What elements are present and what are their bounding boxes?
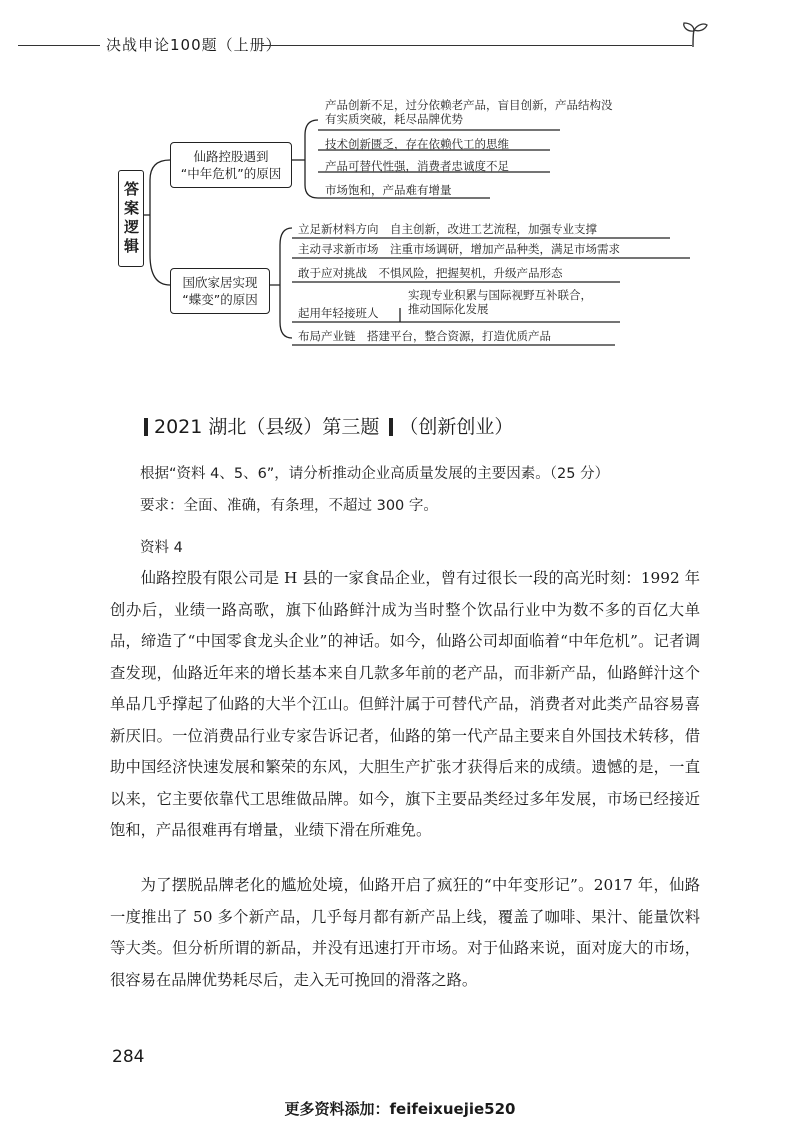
branch1-item-4: 市场饱和，产品难有增量 [325, 183, 452, 197]
branch2-item-4-detail: 实现专业积累与国际视野互补联合， 推动国际化发展 [408, 288, 592, 316]
branch2-item-4: 起用年轻接班人 [298, 306, 379, 320]
mindmap-root: 答案逻辑 [118, 170, 144, 267]
branch2-item-3: 敢于应对挑战 不惧风险，把握契机，升级产品形态 [298, 266, 563, 280]
paragraph-1: 仙路控股有限公司是 H 县的一家食品企业，曾有过很长一段的高光时刻：1992 年创办后，业绩一路高歌，旗下仙路鲜汁成为当时整个饮品行业中为数不多的百亿大单品，缔造了“中国零食龙头企业”的神话。如今，仙路公司却面临着“中年危机”。记者调查发现，仙路近年来的增长基本来自几款多年前的老产品，而非新产品，仙路鲜汁这个单品几乎撑起了仙路的大半个江山。但鲜汁属于可替代产品，消费者对此类产品容易喜新厌旧。一位消费品行业专家告诉记者，仙路的第一代产品主要来自外国技术转移，借助中国经济快速发展和繁荣的东风，大胆生产扩张才获得后来的成绩。遗憾的是，一直以来，它主要依靠代工思维做品牌。如今，旗下主要品类经过多年发展，市场已经接近饱和，产品很难再有增量，业绩下滑在所难免。 [110, 569, 700, 839]
branch2-node: 国欣家居实现 “蝶变”的原因 [170, 268, 270, 314]
question-requirement: 要求：全面、准确，有条理，不超过 300 字。 [140, 498, 438, 514]
question-title [138, 412, 513, 439]
paragraph-2: 为了摆脱品牌老化的尴尬处境，仙路开启了疯狂的“中年变形记”。2017 年，仙路一度推出了 50 多个新产品，几乎每月都有新产品上线，覆盖了咖啡、果汁、能量饮料等大类。但分析所谓的新品，并没有迅速打开市场。对于仙路来说，面对庞大的市场，很容易在品牌优势耗尽后，走入无可挽回的滑落之路。 [110, 876, 700, 989]
title-bar-right [389, 418, 393, 436]
branch1-item-3: 产品可替代性强，消费者忠诚度不足 [325, 159, 509, 173]
footer-note: 更多资料添加：feifeixuejie520 [284, 1100, 516, 1118]
material-label: 资料 4 [140, 540, 183, 556]
question-title-main: 2021 湖北（县级）第三题 [154, 416, 380, 438]
branch1-item-1: 产品创新不足，过分依赖老产品，盲目创新，产品结构没 有实质突破，耗尽品牌优势 [325, 98, 613, 126]
branch1-item-2: 技术创新匮乏，存在依赖代工的思维 [325, 137, 509, 151]
page-number: 284 [112, 1047, 145, 1067]
branch2-item-2: 主动寻求新市场 注重市场调研，增加产品种类，满足市场需求 [298, 242, 620, 256]
branch2-item-1: 立足新材料方向 自主创新，改进工艺流程，加强专业支撑 [298, 222, 597, 236]
question-title-tag: （创新创业） [399, 416, 514, 438]
branch2-item-5: 布局产业链 搭建平台，整合资源，打造优质产品 [298, 329, 551, 343]
book-title: 决战申论100题（上册） [100, 34, 288, 55]
branch1-node: 仙路控股遇到 “中年危机”的原因 [170, 142, 292, 188]
title-bar-left [144, 418, 148, 436]
question-prompt: 根据“资料 4、5、6”，请分析推动企业高质量发展的主要因素。（25 分） [140, 466, 610, 482]
